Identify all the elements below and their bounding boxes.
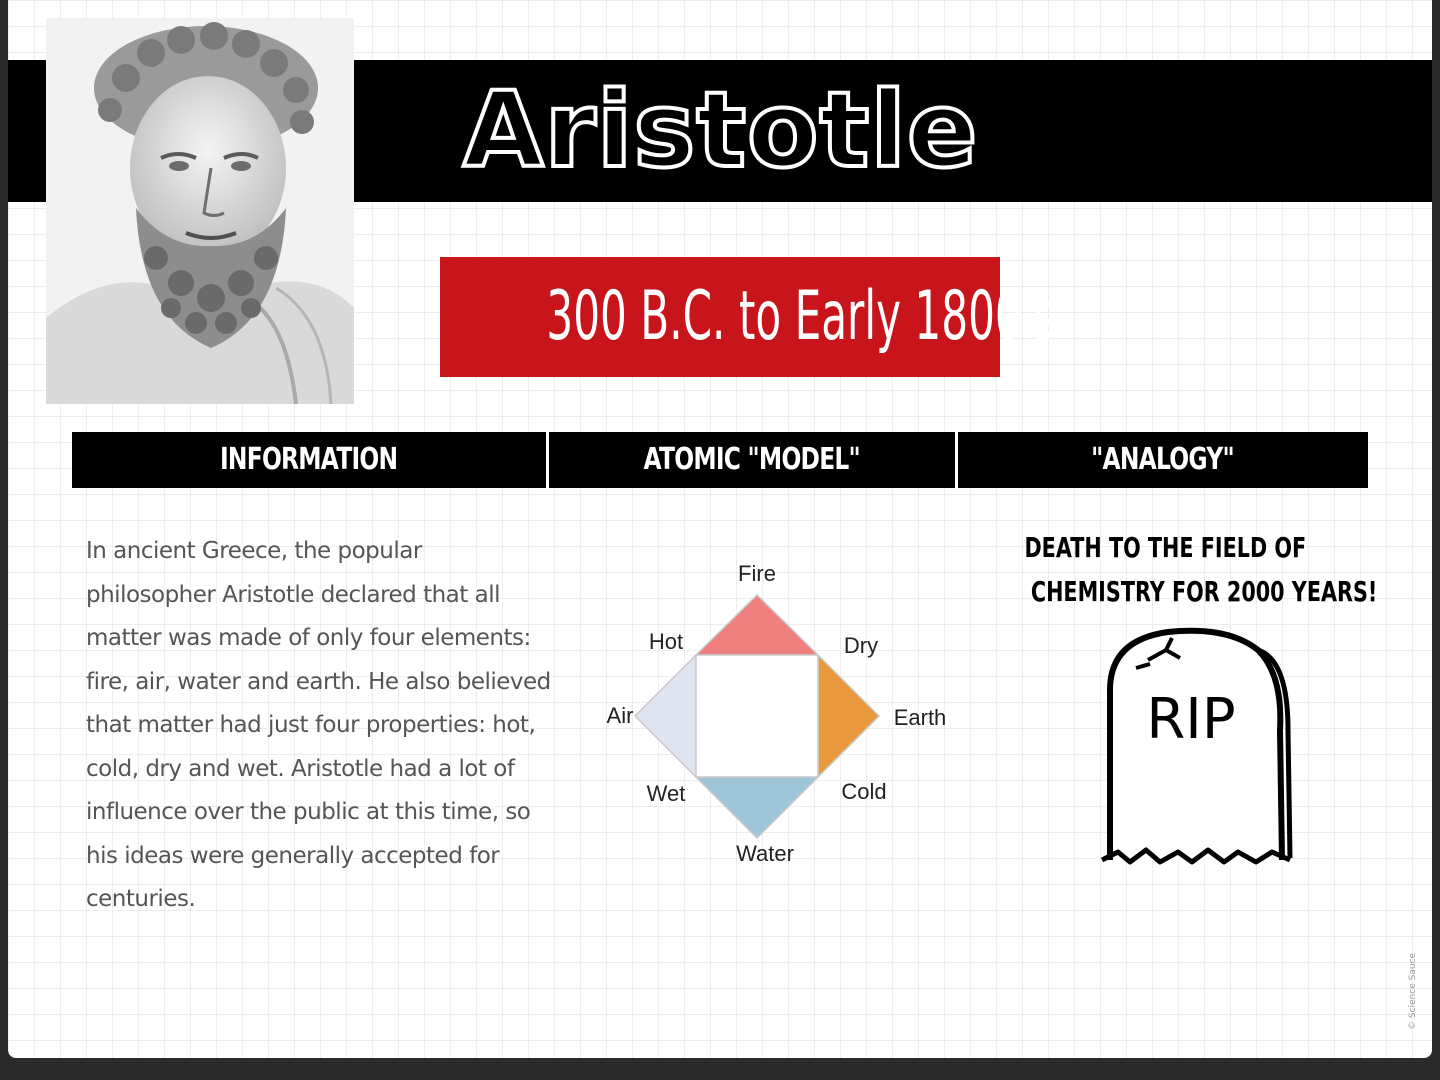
label-water: Water — [736, 841, 794, 866]
date-range-text: 300 B.C. to Early 1800's — [546, 277, 1056, 356]
label-wet: Wet — [646, 781, 686, 806]
analogy-line-2: CHEMISTRY FOR 2000 YEARS! — [1030, 575, 1378, 608]
title-band-left — [8, 60, 50, 202]
analogy-line-1: DEATH TO THE FIELD OF — [1024, 531, 1306, 564]
analogy-caption — [970, 526, 1378, 618]
label-air: Air — [606, 703, 634, 728]
center-square — [696, 655, 818, 777]
copyright-text: © Science Sauce — [1408, 952, 1418, 1030]
header-atomic-model: ATOMIC "MODEL" — [549, 432, 958, 488]
air-triangle — [635, 655, 696, 777]
bust-portrait-icon — [46, 18, 354, 404]
information-paragraph: In ancient Greece, the popular philosopher Aristotle declared that all matter was made of only four elements: fire, air, water and earth. He also believed that matter had just four properties: hot, cold, dry and wet. Aristotle had a lot of influence over the public at this time, so his ideas were generally accepted for centuries. — [86, 538, 551, 912]
label-earth: Earth — [893, 705, 947, 730]
table-header-row — [72, 432, 1368, 488]
slide-title: Aristotle — [463, 69, 979, 191]
earth-triangle — [818, 655, 879, 777]
fire-triangle — [696, 595, 818, 655]
date-range-banner — [440, 257, 1056, 377]
label-fire: Fire — [738, 561, 776, 586]
slide — [8, 0, 1432, 1058]
water-triangle — [696, 777, 818, 838]
label-hot: Hot — [648, 629, 684, 654]
four-elements-diagram — [588, 555, 968, 875]
tombstone-icon — [1088, 620, 1298, 870]
header-analogy: "ANALOGY" — [1091, 442, 1235, 477]
label-dry: Dry — [843, 633, 879, 658]
label-cold: Cold — [841, 779, 887, 804]
tombstone-text: RIP — [1146, 687, 1236, 752]
header-information: INFORMATION — [72, 432, 549, 488]
